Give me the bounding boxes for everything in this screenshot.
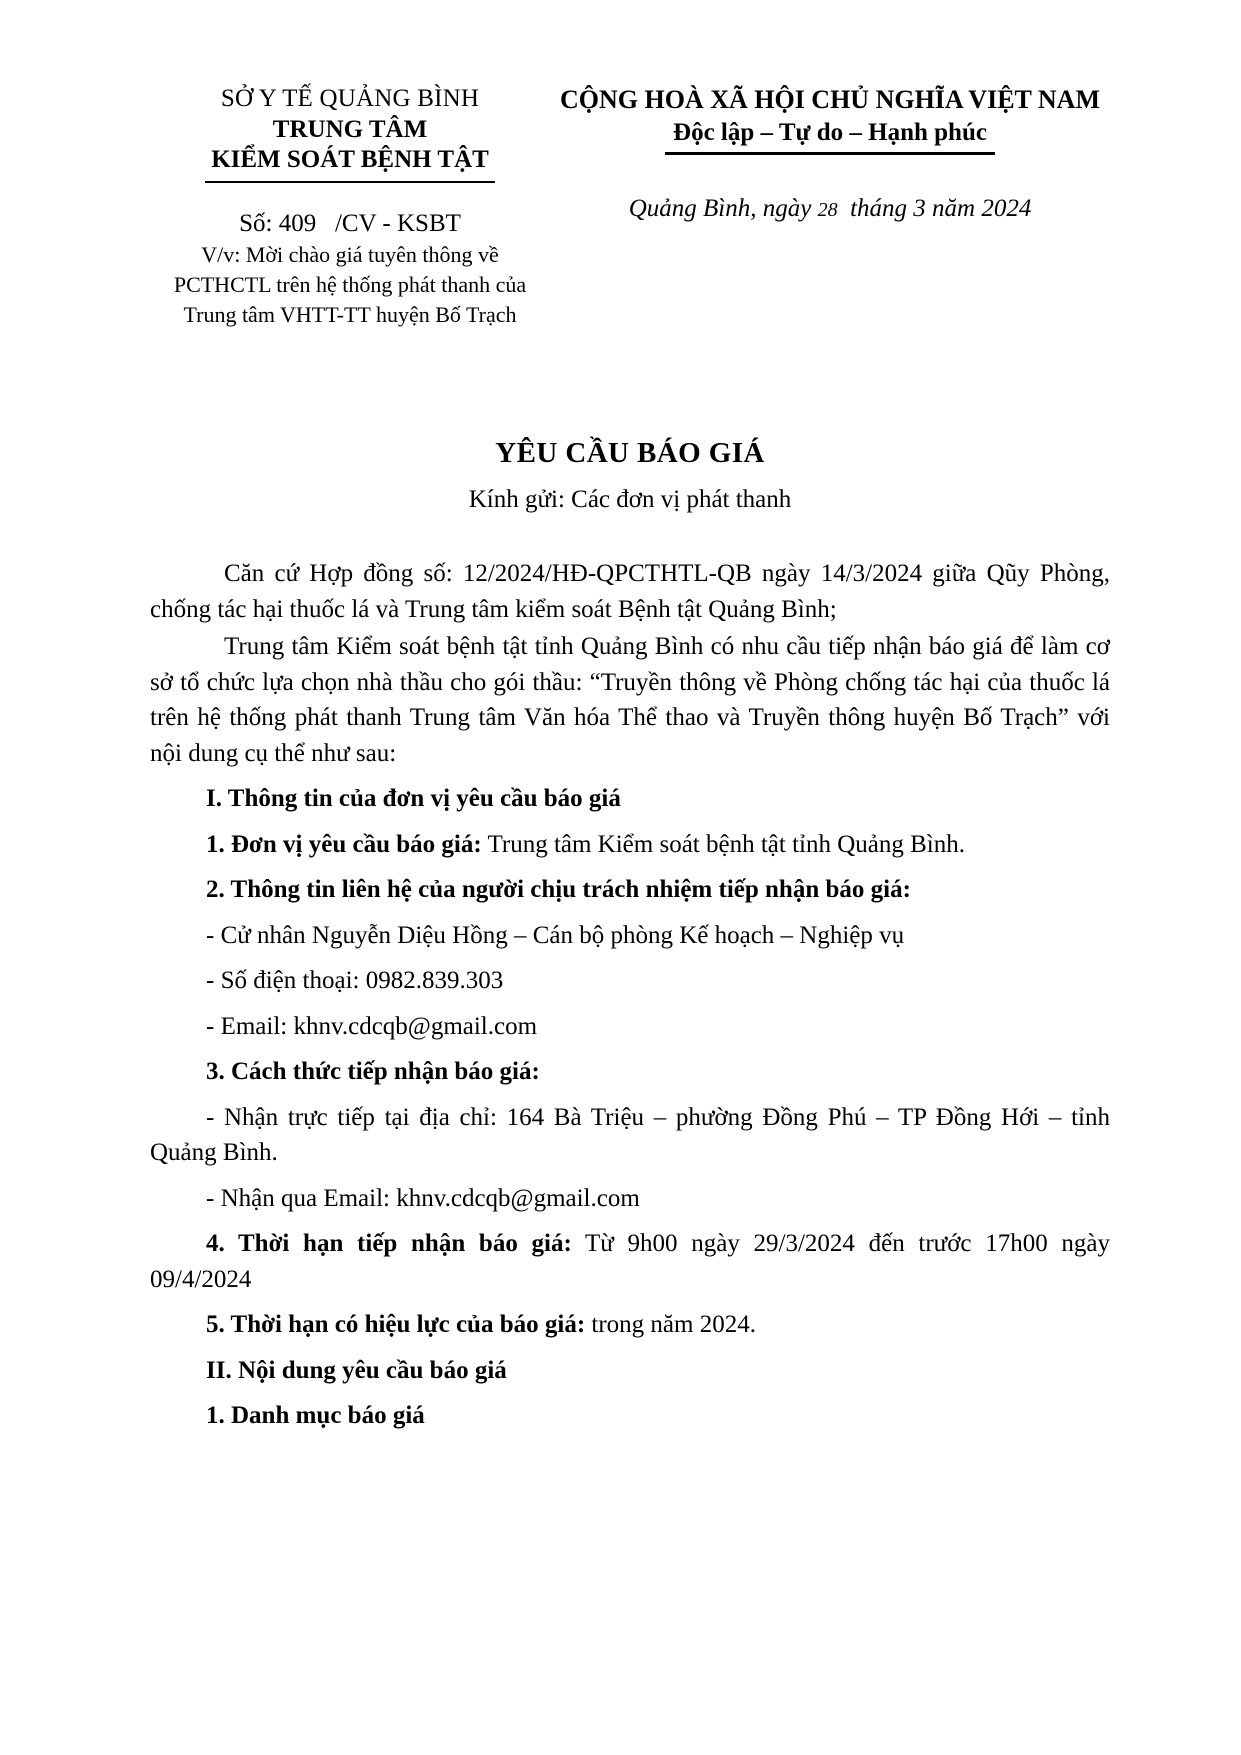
submission-email: - Nhận qua Email: khnv.cdcqb@gmail.com [206, 1184, 640, 1212]
contact-phone: - Số điện thoại: 0982.839.303 [206, 967, 504, 995]
national-motto: Độc lập – Tự do – Hạnh phúc [673, 119, 987, 147]
document-subject-line3: Trung tâm VHTT-TT huyện Bố Trạch [183, 302, 517, 328]
item-deadline-value: Từ 9h00 ngày 29/3/2024 đến trước 17h00 ngày 09/4/2024 [150, 1230, 1110, 1293]
header-divider-left [205, 181, 495, 184]
header-divider-right [665, 152, 995, 155]
national-heading-block [550, 80, 1110, 223]
contact-person: - Cử nhân Nguyễn Diệu Hồng – Cán bộ phòng Kế hoạch – Nghiệp vụ [206, 921, 905, 949]
country-name: CỘNG HOÀ XÃ HỘI CHỦ NGHĨA VIỆT NAM [559, 85, 1101, 114]
document-subject-line2: PCTHCTL trên hệ thống phát thanh của [173, 272, 527, 298]
item-contact-heading [150, 872, 1110, 908]
paragraph-purpose: Trung tâm Kiểm soát bệnh tật tỉnh Quảng Bình có nhu cầu tiếp nhận báo giá để làm cơ sở tổ chức lựa chọn nhà thầu cho gói thầu: “Truyền thông về Phòng chống tác hại của thuốc lá trên hệ thống phát thanh Trung tâm Văn hóa Thể thao và Truyền thông huyện Bố Trạch” với nội dung cụ thể như sau: [150, 633, 1110, 767]
recipient-line: Kính gửi: Các đơn vị phát thanh [468, 486, 792, 514]
section-heading-II: II. Nội dung yêu cầu báo giá [206, 1356, 507, 1384]
item-deadline-label: 4. Thời hạn tiếp nhận báo giá: [206, 1230, 572, 1258]
organization-name-line2: KIỂM SOÁT BỆNH TẬT [211, 146, 489, 173]
document-header [150, 80, 1110, 329]
item-requesting-unit-value: Trung tâm Kiểm soát bệnh tật tỉnh Quảng Bình. [481, 830, 965, 858]
page-title: YÊU CẦU BÁO GIÁ [495, 437, 765, 470]
issuing-authority-block [150, 80, 550, 329]
paragraph-legal-basis: Căn cứ Hợp đồng số: 12/2024/HĐ-QPCTHTL-QB ngày 14/3/2024 giữa Qũy Phòng, chống tác hại thuốc lá và Trung tâm kiểm soát Bệnh tật Quảng Bình; [150, 560, 1110, 623]
date-suffix: tháng 3 năm 2024 [837, 194, 1032, 222]
item-validity-value: trong năm 2024. [585, 1311, 756, 1339]
organization-name-line1: TRUNG TÂM [272, 115, 428, 143]
contact-email: - Email: khnv.cdcqb@gmail.com [206, 1012, 538, 1040]
document-content [150, 80, 1110, 1434]
document-number: Số: 409 /CV - KSBT [239, 210, 461, 237]
date-day: 28 [817, 198, 838, 221]
item-requesting-unit [150, 827, 1110, 863]
subsection-quote-list: 1. Danh mục báo giá [206, 1402, 425, 1430]
parent-authority-name: SỞ Y TẾ QUẢNG BÌNH [220, 85, 480, 112]
place-and-date [550, 195, 1110, 223]
item-validity [150, 1307, 1110, 1343]
item-validity-label: 5. Thời hạn có hiệu lực của báo giá: [206, 1311, 586, 1339]
document-body [150, 556, 1110, 1434]
item-deadline [150, 1226, 1110, 1297]
document-subject-line1: V/v: Mời chào giá tuyên thông về [201, 242, 499, 267]
item-requesting-unit-label: 1. Đơn vị yêu cầu báo giá: [206, 830, 482, 858]
date-prefix: Quảng Bình, ngày [628, 194, 818, 222]
title-block [150, 437, 1110, 514]
submission-in-person: - Nhận trực tiếp tại địa chỉ: 164 Bà Triệu – phường Đồng Phú – TP Đồng Hới – tỉnh Quảng Bình. [150, 1103, 1110, 1167]
item-submission-label: 3. Cách thức tiếp nhận báo giá: [206, 1058, 540, 1086]
section-heading-I: I. Thông tin của đơn vị yêu cầu báo giá [206, 785, 621, 813]
item-submission-heading [150, 1054, 1110, 1090]
item-contact-label: 2. Thông tin liên hệ của người chịu trách nhiệm tiếp nhận báo giá: [206, 876, 911, 904]
